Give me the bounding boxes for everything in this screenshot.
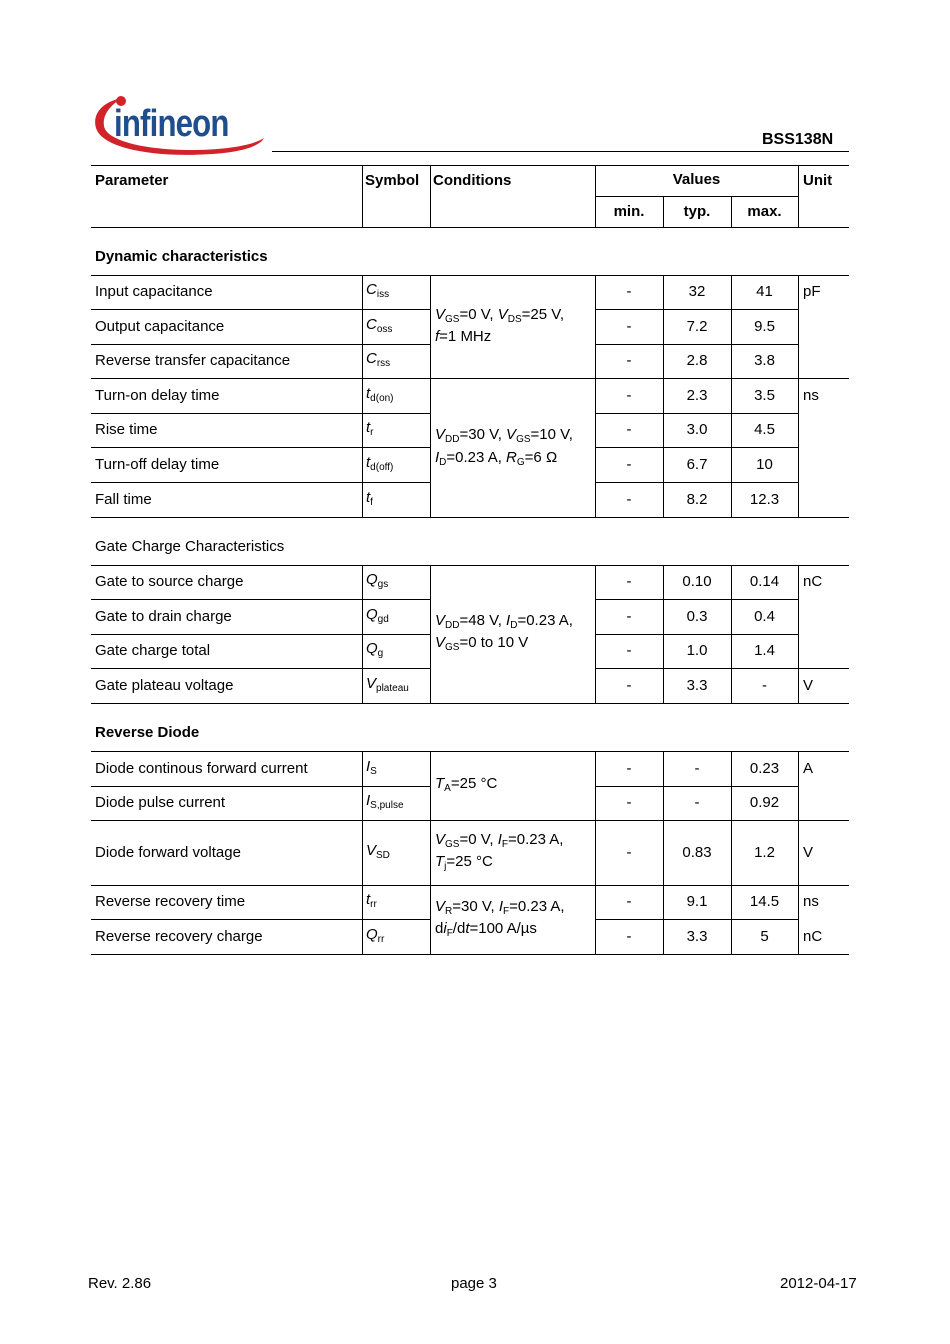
symbol-cell: $t_{rr}$ (366, 891, 377, 910)
row-rule-4 (91, 703, 849, 704)
col-divider-0-1 (430, 275, 431, 517)
param-row-rule-2 (91, 413, 430, 414)
value-row-rule-4 (595, 482, 798, 483)
symbol-cell: $Q_{gs}$ (366, 571, 389, 590)
col-divider-conditions (430, 165, 431, 227)
unit-cell: nC (803, 573, 823, 590)
typ-cell: 9.1 (686, 893, 708, 910)
typ-cell: 3.3 (686, 928, 708, 945)
typ-cell: 0.3 (686, 608, 708, 625)
min-cell: - (626, 421, 632, 438)
min-cell: - (626, 893, 632, 910)
header-parameter: Parameter (95, 172, 169, 189)
param-cell: Fall time (95, 491, 152, 508)
value-row-rule-8 (595, 786, 798, 787)
section-dynamic-characteristics: Dynamic characteristics (95, 248, 268, 265)
param-cell: Diode pulse current (95, 794, 226, 811)
param-cell: Gate charge total (95, 642, 211, 659)
col-divider-2-1 (430, 751, 431, 954)
typ-cell: 3.0 (686, 421, 708, 438)
symbol-cell: $C_{rss}$ (366, 350, 391, 369)
header-rule (272, 151, 849, 152)
typ-cell: 6.7 (686, 456, 708, 473)
min-cell: - (626, 491, 632, 508)
min-cell: - (626, 318, 632, 335)
max-cell: 9.5 (754, 318, 775, 335)
param-row-rule-0 (91, 309, 430, 310)
param-cell: Turn-off delay time (95, 456, 220, 473)
row-rule-6 (91, 820, 849, 821)
conditions-gate-charge-line1: $V_{DD}=48$ V, $I_D=0.23$ A, (435, 612, 573, 631)
value-row-rule-7 (595, 668, 798, 669)
param-cell: Gate plateau voltage (95, 677, 234, 694)
max-cell: 3.5 (754, 387, 775, 404)
symbol-cell: $t_f$ (366, 489, 373, 508)
row-rule-0 (91, 275, 849, 276)
min-cell: - (626, 387, 632, 404)
unit-cell: V (803, 677, 814, 694)
param-row-rule-6 (91, 634, 430, 635)
header-symbol: Symbol (365, 172, 420, 189)
symbol-cell: $V_{SD}$ (366, 842, 390, 861)
unit-cell: pF (803, 283, 821, 300)
unit-cell: nC (803, 928, 823, 945)
symbol-cell: $t_{d(on)}$ (366, 385, 394, 404)
typ-cell: 2.8 (686, 352, 708, 369)
col-divider-1-1 (430, 565, 431, 703)
min-cell: - (626, 456, 632, 473)
symbol-cell: $Q_g$ (366, 640, 384, 659)
conditions-gate-charge-line2: $V_{GS}=0$ to 10 V (435, 634, 529, 653)
symbol-cell: $I_S$ (366, 758, 377, 777)
param-cell: Reverse recovery charge (95, 928, 263, 945)
max-cell: 1.2 (754, 844, 775, 861)
max-cell: 12.3 (749, 491, 780, 508)
header-min: min. (613, 203, 645, 220)
symbol-cell: $t_{d(off)}$ (366, 454, 394, 473)
part-number: BSS138N (762, 131, 834, 148)
conditions-switching-line1: $V_{DD}=30$ V, $V_{GS}=10$ V, (435, 426, 573, 445)
min-cell: - (626, 928, 632, 945)
value-row-rule-5 (595, 599, 798, 600)
values-subheader-rule (595, 196, 798, 197)
row-rule-5 (91, 751, 849, 752)
typ-cell: 8.2 (686, 491, 708, 508)
value-row-rule-0 (595, 309, 798, 310)
unit-rule-plateau (798, 668, 849, 669)
symbol-cell: $t_r$ (366, 419, 374, 438)
footer-revision: Rev. 2.86 (88, 1275, 152, 1292)
conditions-diode-temperature-line1: $T_A=25$ °C (435, 775, 498, 794)
min-cell: - (626, 283, 632, 300)
header-values: Values (672, 171, 721, 188)
param-row-rule-5 (91, 599, 430, 600)
param-row-rule-8 (91, 786, 430, 787)
unit-cell: A (803, 760, 814, 777)
symbol-cell: $Q_{rr}$ (366, 926, 385, 945)
typ-cell: 0.83 (682, 844, 712, 861)
max-cell: 3.8 (754, 352, 775, 369)
param-cell: Gate to source charge (95, 573, 244, 590)
min-cell: - (626, 794, 632, 811)
value-row-rule-3 (595, 447, 798, 448)
col-divider-1-0 (362, 565, 363, 703)
min-cell: - (626, 760, 632, 777)
param-row-rule-4 (91, 482, 430, 483)
min-cell: - (626, 677, 632, 694)
conditions-switching-line2: $I_D=0.23$ A, $R_G=6$ Ω (435, 449, 558, 468)
param-cell: Reverse recovery time (95, 893, 246, 910)
min-cell: - (626, 642, 632, 659)
typ-cell: 3.3 (686, 677, 708, 694)
min-cell: - (626, 573, 632, 590)
param-cell: Turn-on delay time (95, 387, 220, 404)
param-row-rule-7 (91, 668, 430, 669)
unit-cell: ns (803, 387, 819, 404)
conditions-diode-forward-line1: $V_{GS}=0$ V, $I_F=0.23$ A, (435, 831, 564, 850)
row-rule-1 (91, 378, 849, 379)
typ-cell: 7.2 (686, 318, 708, 335)
max-cell: 0.14 (749, 573, 780, 590)
footer-page: page 3 (451, 1275, 497, 1292)
row-rule-2 (91, 517, 849, 518)
section-gate-charge: Gate Charge Characteristics (95, 538, 285, 555)
param-cell: Rise time (95, 421, 158, 438)
param-cell: Diode continous forward current (95, 760, 308, 777)
param-row-rule-1 (91, 344, 430, 345)
conditions-diode-forward-line2: $T_j=25$ °C (435, 853, 493, 872)
symbol-cell: $C_{oss}$ (366, 316, 393, 335)
max-cell: 14.5 (749, 893, 780, 910)
conditions-reverse-recovery-line1: $V_R=30$ V, $I_F=0.23$ A, (435, 898, 565, 917)
col-divider-2-0 (362, 751, 363, 954)
max-cell: 41 (756, 283, 773, 300)
symbol-cell: $V_{plateau}$ (366, 675, 409, 694)
table-header-bottom-rule (91, 227, 849, 228)
param-row-rule-9 (91, 919, 430, 920)
conditions-capacitance-line1: $V_{GS}=0$ V, $V_{DS}=25$ V, (435, 306, 565, 325)
value-row-rule-2 (595, 413, 798, 414)
conditions-capacitance-line2: f=1 MHz (435, 328, 492, 345)
row-rule-8 (91, 954, 849, 955)
unit-cell: ns (803, 893, 819, 910)
param-cell: Input capacitance (95, 283, 213, 300)
footer-date: 2012-04-17 (780, 1275, 857, 1292)
value-row-rule-6 (595, 634, 798, 635)
max-cell: 5 (760, 928, 769, 945)
param-cell: Gate to drain charge (95, 608, 232, 625)
col-divider-0-5 (798, 275, 799, 517)
min-cell: - (626, 844, 632, 861)
max-cell: 0.23 (749, 760, 780, 777)
typ-cell: - (694, 760, 700, 777)
header-conditions: Conditions (433, 172, 512, 189)
header-max: max. (747, 203, 782, 220)
param-cell: Reverse transfer capacitance (95, 352, 291, 369)
col-divider-symbol (362, 165, 363, 227)
param-cell: Output capacitance (95, 318, 225, 335)
max-cell: 0.4 (754, 608, 775, 625)
conditions-reverse-recovery-line2: $di_F/dt=100$ A/µs (435, 920, 537, 939)
typ-cell: 0.10 (682, 573, 712, 590)
col-divider-2-5 (798, 751, 799, 954)
row-rule-7 (91, 885, 849, 886)
header-unit: Unit (803, 172, 833, 189)
infineon-logo (92, 88, 270, 164)
row-rule-3 (91, 565, 849, 566)
max-cell: 1.4 (754, 642, 775, 659)
typ-cell: 32 (688, 283, 706, 300)
max-cell: 4.5 (754, 421, 775, 438)
symbol-cell: $Q_{gd}$ (366, 606, 389, 625)
min-cell: - (626, 352, 632, 369)
header-typ: typ. (683, 203, 711, 220)
table-top-rule (91, 165, 849, 166)
symbol-cell: $C_{iss}$ (366, 281, 390, 300)
symbol-cell: $I_{S,pulse}$ (366, 792, 404, 811)
typ-cell: 1.0 (686, 642, 708, 659)
max-cell: 10 (756, 456, 773, 473)
param-row-rule-3 (91, 447, 430, 448)
col-divider-1-5 (798, 565, 799, 703)
typ-cell: 2.3 (686, 387, 708, 404)
col-divider-0-0 (362, 275, 363, 517)
max-cell: 0.92 (749, 794, 780, 811)
max-cell: - (762, 677, 767, 694)
min-cell: - (626, 608, 632, 625)
param-cell: Diode forward voltage (95, 844, 241, 861)
unit-cell: V (803, 844, 814, 861)
value-row-rule-9 (595, 919, 798, 920)
logo-text: infineon (114, 103, 229, 145)
value-row-rule-1 (595, 344, 798, 345)
section-reverse-diode: Reverse Diode (95, 724, 200, 741)
typ-cell: - (694, 794, 700, 811)
